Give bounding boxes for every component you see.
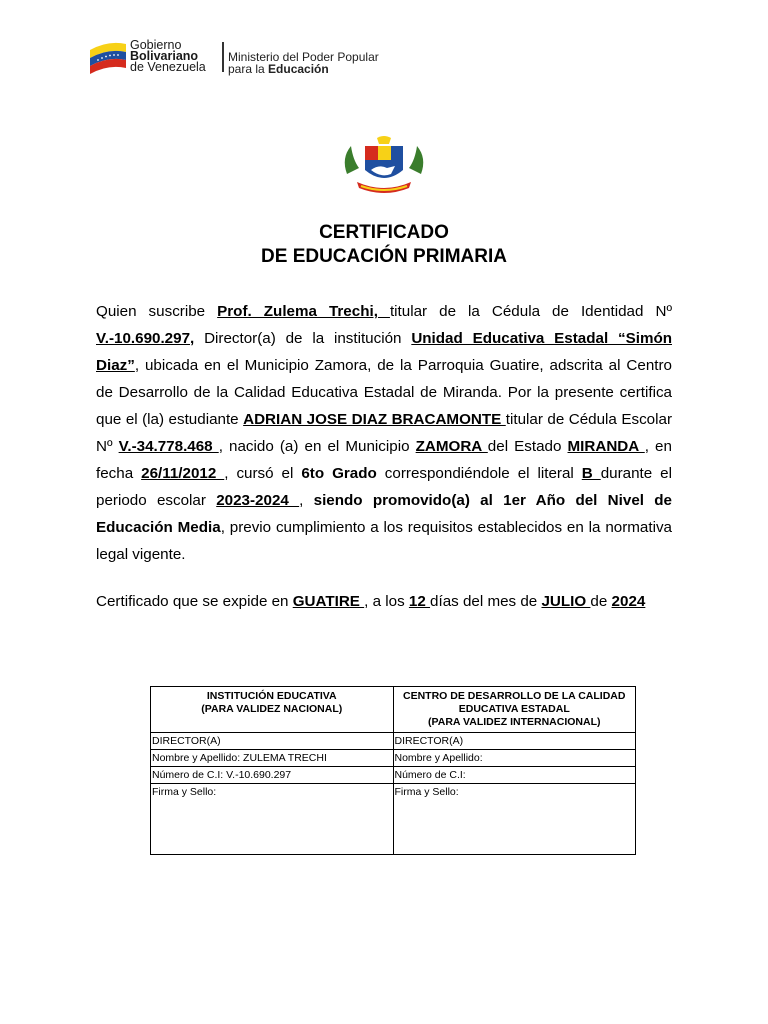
grade: 6to Grado <box>301 465 377 482</box>
left-ci-cell: Número de C.I: V.-10.690.297 <box>151 767 394 784</box>
body-text-4: , ubicada en el Municipio Zamora, de la Parroquia Guatire, adscrita al Centro de Desarrollo de la Calidad Educativa Estadal de Miranda. Por la presente certifica que el (la) estudiante <box>96 357 672 428</box>
body-text-2: titular de la Cédula de Identidad Nº <box>389 303 672 320</box>
table-row <box>151 767 636 784</box>
birth-municipality: ZAMORA <box>415 438 488 455</box>
promotion-statement: siendo promovido(a) al 1er Año del Nivel de Educación Media <box>96 492 672 536</box>
right-name-cell: Nombre y Apellido: <box>393 750 636 767</box>
ministry-line2-bold: Educación <box>268 62 329 76</box>
body-text-1: Quien suscribe <box>96 303 218 320</box>
logo-divider <box>222 42 224 72</box>
left-header-cell <box>151 687 394 733</box>
left-signature-cell: Firma y Sello: <box>151 784 394 855</box>
issue-city: GUATIRE <box>292 593 365 610</box>
expide-text-1: Certificado que se expide en <box>96 593 293 610</box>
body-text-13: , previo cumplimiento a los requisitos establecidos en la normativa legal vigente. <box>96 519 673 563</box>
body-paragraph <box>96 298 672 568</box>
body-text-5: titular de Cédula Escolar Nº <box>96 411 672 455</box>
ministry-line1: Ministerio del Poder Popular <box>228 50 379 64</box>
gov-line1: Gobierno <box>130 38 182 52</box>
ministry-line2-prefix: para la <box>228 62 269 76</box>
body-text-12: , <box>299 492 314 509</box>
left-name-cell: Nombre y Apellido: ZULEMA TRECHI <box>151 750 394 767</box>
left-director-cell: DIRECTOR(A) <box>151 733 394 750</box>
issue-year: 2024 <box>611 593 646 610</box>
right-director-cell: DIRECTOR(A) <box>393 733 636 750</box>
director-name: Prof. Zulema Trechi, <box>217 303 390 320</box>
government-logo <box>88 34 400 80</box>
student-name: ADRIAN JOSE DIAZ BRACAMONTE <box>243 411 506 428</box>
issuance-statement <box>96 588 672 615</box>
body-text-11: durante el periodo escolar <box>96 465 672 509</box>
body-text-8: , en fecha <box>96 438 672 482</box>
table-row <box>151 750 636 767</box>
left-header-line1: INSTITUCIÓN EDUCATIVA <box>206 690 337 702</box>
right-header-line1: CENTRO DE DESARROLLO DE LA CALIDAD EDUCATIVA ESTADAL <box>403 690 626 715</box>
ministry-text <box>228 51 379 75</box>
student-ci: V.-34.778.468 <box>118 438 219 455</box>
director-ci: V.-10.690.297, <box>96 330 195 347</box>
literal-grade: B <box>581 465 601 482</box>
signature-table <box>150 686 636 855</box>
birth-date: 26/11/2012 <box>141 465 225 482</box>
venezuela-flag-icon <box>88 38 128 74</box>
institution-name: Unidad Educativa Estadal “Simón Diaz” <box>96 330 672 374</box>
coat-of-arms-icon <box>339 134 429 196</box>
gov-line2: Bolivariano <box>130 49 199 63</box>
right-ci-cell: Número de C.I: <box>393 767 636 784</box>
gov-text <box>130 40 206 73</box>
gov-line3: de Venezuela <box>130 60 206 74</box>
ministry-line2 <box>228 63 379 75</box>
table-row <box>151 687 636 733</box>
body-text-9: , cursó el <box>224 465 302 482</box>
certificate-body <box>96 298 672 568</box>
table-row <box>151 784 636 855</box>
body-text-3: Director(a) de la institución <box>194 330 412 347</box>
issue-month: JULIO <box>541 593 591 610</box>
birth-state: MIRANDA <box>567 438 645 455</box>
body-text-7: del Estado <box>487 438 568 455</box>
expide-text-3: días del mes de <box>430 593 542 610</box>
left-header-line2: (PARA VALIDEZ NACIONAL) <box>201 703 343 715</box>
expide-text-2: , a los <box>364 593 409 610</box>
expide-text-4: de <box>590 593 612 610</box>
document-subtitle: DE EDUCACIÓN PRIMARIA <box>261 246 507 267</box>
right-signature-cell: Firma y Sello: <box>393 784 636 855</box>
right-header-cell <box>393 687 636 733</box>
body-text-6: , nacido (a) en el Municipio <box>218 438 416 455</box>
issue-day: 12 <box>408 593 431 610</box>
table-row <box>151 733 636 750</box>
body-text-10: correspondiéndole el literal <box>376 465 582 482</box>
right-header-line2: (PARA VALIDEZ INTERNACIONAL) <box>428 716 601 728</box>
school-period: 2023-2024 <box>216 492 300 509</box>
document-title: CERTIFICADO <box>319 222 449 243</box>
